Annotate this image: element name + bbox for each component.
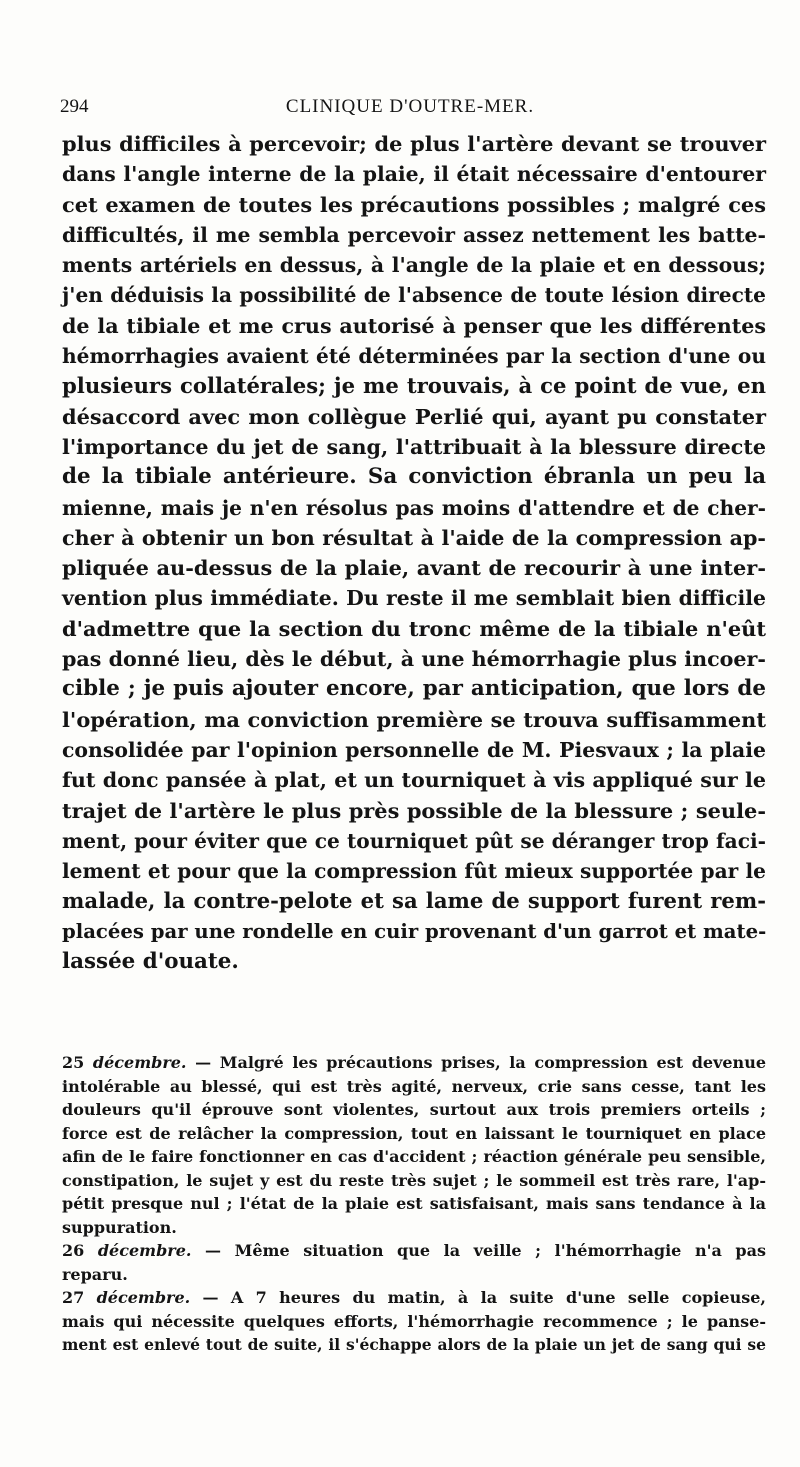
entry-line: mais qui nécessite quelques efforts, l'hémorrhagie recommence ; le panse- <box>62 1311 766 1331</box>
entry-date-month: décembre. <box>96 1288 191 1307</box>
entry-line: force est de relâcher la compression, tout en laissant le tourniquet en place <box>62 1123 766 1143</box>
text-line: consolidée par l'opinion personnelle de M. Piesvaux ; la plaie <box>62 737 766 762</box>
text-line: pas donné lieu, dès le début, à une hémorrhagie plus incoer- <box>62 647 766 672</box>
text-line: ment, pour éviter que ce tourniquet pût se déranger trop faci- <box>62 828 766 853</box>
text-line: l'importance du jet de sang, l'attribuait à la blessure directe <box>62 434 766 459</box>
page-header <box>60 96 760 120</box>
entry-line: intolérable au blessé, qui est très agité, nerveux, crie sans cesse, tant les <box>62 1076 766 1096</box>
entry-line: ment est enlevé tout de suite, il s'échappe alors de la plaie un jet de sang qui se <box>62 1335 766 1354</box>
entry-line: reparu. <box>62 1264 128 1284</box>
entry-text: — Même situation que la veille ; l'hémorrhagie n'a pas <box>191 1241 766 1260</box>
main-paragraph <box>62 129 766 977</box>
text-line: hémorrhagies avaient été déterminées par la section d'une ou <box>62 344 766 369</box>
text-line: lement et pour que la compression fût mieux supportée par le <box>62 859 766 884</box>
entry-first-line <box>62 1286 766 1310</box>
text-line: plusieurs collatérales; je me trouvais, à ce point de vue, en <box>62 373 766 399</box>
text-line: de la tibiale antérieure. Sa conviction ébranla un peu la <box>62 464 766 490</box>
text-line: de la tibiale et me crus autorisé à penser que les différentes <box>62 313 766 338</box>
text-line: ments artériels en dessus, à l'angle de la plaie et en dessous; <box>62 253 766 278</box>
entry-line: suppuration. <box>62 1217 177 1237</box>
entry-line: constipation, le sujet y est du reste très sujet ; le sommeil est très rare, l'ap- <box>62 1170 766 1190</box>
entry-date-month: décembre. <box>97 1241 192 1260</box>
entry-date-number: 26 <box>62 1241 85 1260</box>
text-line: cher à obtenir un bon résultat à l'aide de la compression ap- <box>62 525 766 550</box>
entry-line: douleurs qu'il éprouve sont violentes, surtout aux trois premiers orteils ; <box>62 1100 766 1119</box>
entry-text: — Malgré les précautions prises, la compression est devenue <box>186 1053 767 1072</box>
entry-dec-25 <box>62 1051 766 1239</box>
entry-date-number: 25 <box>62 1053 85 1072</box>
text-line: dans l'angle interne de la plaie, il était nécessaire d'entourer <box>62 162 766 187</box>
daily-entries <box>62 1051 766 1357</box>
text-line: j'en déduisis la possibilité de l'absence de toute lésion directe <box>62 283 766 308</box>
entry-line: afin de le faire fonctionner en cas d'accident ; réaction générale peu sensible, <box>62 1147 766 1166</box>
text-line: cible ; je puis ajouter encore, par anticipation, que lors de <box>62 676 766 702</box>
text-line: malade, la contre-pelote et sa lame de support furent rem- <box>62 888 766 914</box>
text-line: d'admettre que la section du tronc même de la tibiale n'eût <box>62 615 766 641</box>
text-line: difficultés, il me sembla percevoir assez nettement les batte- <box>62 222 766 247</box>
entry-first-line <box>62 1239 766 1263</box>
text-line: mienne, mais je n'en résolus pas moins d'attendre et de cher- <box>62 495 766 520</box>
text-line: vention plus immédiate. Du reste il me semblait bien difficile <box>62 586 766 611</box>
entry-date-number: 27 <box>62 1288 85 1307</box>
text-line: cet examen de toutes les précautions possibles ; malgré ces <box>62 191 766 217</box>
text-line: trajet de l'artère le plus près possible de la blessure ; seule- <box>62 797 766 823</box>
entry-line: pétit presque nul ; l'état de la plaie est satisfaisant, mais sans tendance à la <box>62 1194 766 1213</box>
text-line: pliquée au-dessus de la plaie, avant de recourir à une inter- <box>62 555 766 581</box>
entry-dec-27 <box>62 1286 766 1357</box>
entry-first-line <box>62 1051 766 1075</box>
page-number: 294 <box>60 96 89 117</box>
text-line: désaccord avec mon collègue Perlié qui, ayant pu constater <box>62 403 766 429</box>
entry-date-month: décembre. <box>92 1053 187 1072</box>
running-title: CLINIQUE D'OUTRE-MER. <box>285 96 535 117</box>
entry-dec-26 <box>62 1239 766 1286</box>
entry-text: — A 7 heures du matin, à la suite d'une selle copieuse, <box>190 1288 766 1307</box>
text-line: placées par une rondelle en cuir provenant d'un garrot et mate- <box>62 919 767 943</box>
text-line: plus difficiles à percevoir; de plus l'artère devant se trouver <box>62 131 766 156</box>
text-line: lassée d'ouate. <box>62 949 239 975</box>
text-line: l'opération, ma conviction première se trouva suffisamment <box>62 706 766 732</box>
text-line: fut donc pansée à plat, et un tourniquet à vis appliqué sur le <box>62 768 766 793</box>
